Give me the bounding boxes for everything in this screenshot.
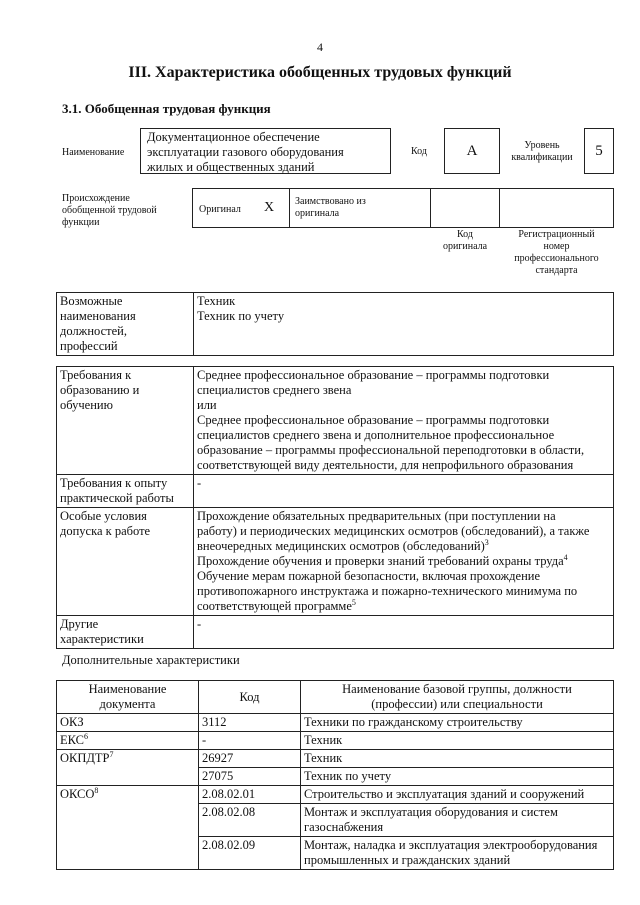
name-cell: Монтаж, наладка и эксплуатация электрооборудования промышленных и гражданских зданий <box>301 837 614 870</box>
function-name-line: жилых и общественных зданий <box>147 160 315 174</box>
special-line: Обучение мерам пожарной безопасности, включая прохождение <box>197 569 540 583</box>
position-item: Техник по учету <box>197 309 285 323</box>
experience-label-cell <box>57 475 194 508</box>
education-label-line: Требования к <box>60 368 132 382</box>
original-mark: X <box>264 200 275 215</box>
code-value: A <box>444 128 500 174</box>
code-cell: - <box>199 732 301 750</box>
code-cell: 2.08.02.09 <box>199 837 301 870</box>
footnote-ref: 6 <box>84 731 88 741</box>
col-header-line: Наименование базовой группы, должности <box>342 682 572 696</box>
special-line-text: Прохождение обучения и проверки знаний требований охраны труда <box>197 554 564 568</box>
education-line: соответствующей виду деятельности, для непрофильного образования <box>197 458 574 472</box>
col-code-header: Код <box>199 681 301 714</box>
name-cell: Техник по учету <box>301 768 614 786</box>
table-row <box>57 732 614 750</box>
registration-line: Регистрационный <box>518 229 595 240</box>
footnote-ref: 8 <box>94 785 99 795</box>
other-label-cell <box>57 616 194 649</box>
education-line: специалистов среднего звена и дополнительное профессиональное <box>197 428 555 442</box>
name-cell: Техник <box>301 750 614 768</box>
table-row <box>57 714 614 732</box>
col-header-line: документа <box>99 697 156 711</box>
experience-label-line: практической работы <box>60 491 174 505</box>
origin-label <box>62 193 157 229</box>
education-label-line: обучению <box>60 398 113 412</box>
page-number: 4 <box>317 40 323 54</box>
special-line <box>197 554 610 569</box>
special-line: противопожарного инструктажа и пожарно-технического минимума по <box>197 584 578 598</box>
special-label-line: допуска к работе <box>60 524 151 538</box>
positions-label-line: профессий <box>60 339 118 353</box>
col-name-header <box>301 681 614 714</box>
education-line: Среднее профессиональное образование – программы подготовки <box>197 368 550 382</box>
special-line-text: соответствующей программе <box>197 599 352 613</box>
positions-label-line: наименования <box>60 309 136 323</box>
education-line: или <box>197 398 217 412</box>
education-label-cell <box>57 367 194 475</box>
positions-label-line: Возможные <box>60 294 123 308</box>
footnote-ref: 3 <box>484 537 489 547</box>
positions-table <box>56 292 614 356</box>
requirements-table <box>56 366 614 649</box>
doc-cell: ЕКС$^6$ <box>57 732 199 750</box>
col-doc-header <box>57 681 199 714</box>
code-cell: 27075 <box>199 768 301 786</box>
education-line: Среднее профессиональное образование – программы подготовки <box>197 413 550 427</box>
education-label-line: образованию и <box>60 383 140 397</box>
special-line: Прохождение обязательных предварительных (при поступлении на <box>197 509 556 523</box>
special-label-line: Особые условия <box>60 509 147 523</box>
level-label-line: квалификации <box>511 152 573 163</box>
positions-label-line: должностей, <box>60 324 127 338</box>
registration-number-label <box>499 229 614 277</box>
name-cell: Техник <box>301 732 614 750</box>
origin-label-line: функции <box>62 217 100 228</box>
borrowed-label <box>295 196 366 220</box>
special-line-text: внеочередных медицинских осмотров (обследований) <box>197 539 485 553</box>
other-value-cell: - <box>194 616 614 649</box>
positions-value-cell <box>194 293 614 356</box>
borrowed-label-line: оригинала <box>295 208 340 219</box>
subsection-title: 3.1. Обобщенная трудовая функция <box>62 101 271 116</box>
additional-table <box>56 680 614 870</box>
registration-line: номер <box>543 241 570 252</box>
positions-label-cell <box>57 293 194 356</box>
code-cell: 26927 <box>199 750 301 768</box>
code-cell: 2.08.02.08 <box>199 804 301 837</box>
table-row <box>57 786 614 804</box>
code-original-line: Код <box>457 229 473 240</box>
special-line <box>197 539 610 554</box>
special-line <box>197 599 610 614</box>
origin-table <box>192 188 614 228</box>
other-label-line: характеристики <box>60 632 144 646</box>
function-name-line: эксплуатации газового оборудования <box>147 145 344 159</box>
experience-value-cell: - <box>194 475 614 508</box>
borrowed-label-line: Заимствовано из <box>295 196 366 207</box>
table-row <box>57 750 614 768</box>
original-label: Оригинал <box>199 204 241 215</box>
position-item: Техник <box>197 294 236 308</box>
additional-title: Дополнительные характеристики <box>62 653 240 667</box>
code-original-label <box>430 229 500 253</box>
name-label: Наименование <box>62 147 125 158</box>
doc-cell: ОКЗ <box>57 714 199 732</box>
code-cell: 3112 <box>199 714 301 732</box>
education-value-cell <box>194 367 614 475</box>
code-cell: 2.08.02.01 <box>199 786 301 804</box>
doc-cell: ОКСО$^8$ <box>57 786 199 870</box>
footnote-ref: 5 <box>351 597 356 607</box>
footnote-ref: 4 <box>563 552 568 562</box>
registration-line: стандарта <box>535 265 578 276</box>
function-name-line: Документационное обеспечение <box>147 130 320 144</box>
col-header-line: Наименование <box>88 682 167 696</box>
special-line: работу) и периодических медицинских осмотров (обследований), а также <box>197 524 590 538</box>
registration-line: профессионального <box>514 253 599 264</box>
level-label-line: Уровень <box>524 140 560 151</box>
name-cell: Строительство и эксплуатация зданий и сооружений <box>301 786 614 804</box>
education-line: образование – программы профессиональной переподготовки в области, <box>197 443 585 457</box>
level-label <box>506 140 578 164</box>
name-cell: Техники по гражданскому строительству <box>301 714 614 732</box>
name-cell: Монтаж и эксплуатация оборудования и систем газоснабжения <box>301 804 614 837</box>
education-line: специалистов среднего звена <box>197 383 352 397</box>
level-value: 5 <box>584 128 614 174</box>
doc-cell: ОКПДТР$^7$ <box>57 750 199 786</box>
code-label: Код <box>411 146 427 157</box>
experience-label-line: Требования к опыту <box>60 476 168 490</box>
col-header-line: (профессии) или специальности <box>371 697 543 711</box>
code-original-line: оригинала <box>442 241 488 252</box>
function-name-box <box>140 128 391 174</box>
origin-label-line: обобщенной трудовой <box>62 205 157 216</box>
special-conditions-label-cell <box>57 508 194 616</box>
section-title: III. Характеристика обобщенных трудовых функций <box>128 64 512 81</box>
origin-label-line: Происхождение <box>62 193 130 204</box>
other-label-line: Другие <box>60 617 99 631</box>
special-conditions-value-cell <box>194 508 614 616</box>
footnote-ref: 7 <box>109 749 114 759</box>
